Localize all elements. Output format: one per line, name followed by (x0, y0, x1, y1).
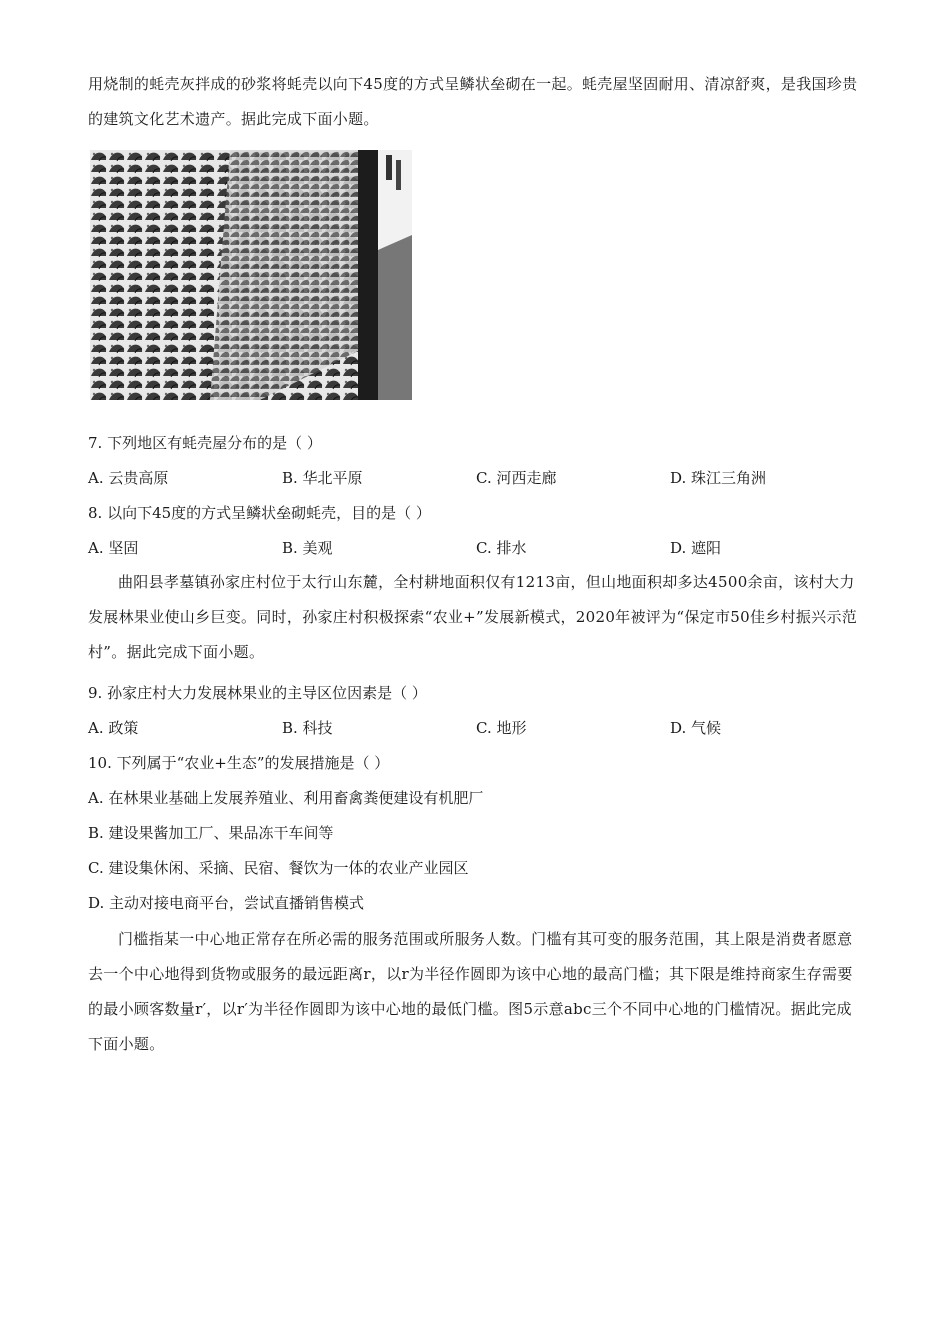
passage-sunjiazhuang: 曲阳县孝墓镇孙家庄村位于太行山东麓，全村耕地面积仅有1213亩，但山地面积却多达4500余亩，该村大力发展林果业使山乡巨变。同时，孙家庄村积极探索“农业+”发展新模式，2020年被评为“保定市50佳乡村振兴示范村”。据此完成下面小题。 (88, 573, 858, 661)
question-9-stem: 9. 孙家庄村大力发展林果业的主导区位因素是（ ） (88, 684, 427, 702)
intro-passage: 用烧制的蚝壳灰拌成的砂浆将蚝壳以向下45度的方式呈鳞状垒砌在一起。蚝壳屋坚固耐用、清凉舒爽，是我国珍贵的建筑文化艺术遗产。据此完成下面小题。 (88, 75, 858, 128)
option-a: A. 政策 (88, 719, 139, 737)
question-7-options (88, 467, 866, 491)
option-d: D. 气候 (670, 719, 722, 737)
option-d: D. 遮阳 (670, 539, 722, 557)
question-9-options (88, 717, 866, 741)
option-d: D. 珠江三角洲 (670, 469, 767, 487)
option-b: B. 美观 (282, 539, 333, 557)
option-c: C. 河西走廊 (476, 469, 557, 487)
option-c: C. 地形 (476, 719, 527, 737)
option-a: A. 坚固 (88, 539, 139, 557)
question-8-options (88, 537, 866, 561)
question-10-stem: 10. 下列属于“农业+生态”的发展措施是（ ） (88, 754, 390, 772)
question-10-option-a: A. 在林果业基础上发展养殖业、利用畜禽粪便建设有机肥厂 (88, 789, 484, 807)
question-10-option-b: B. 建设果酱加工厂、果品冻干车间等 (88, 824, 334, 842)
option-c: C. 排水 (476, 539, 527, 557)
question-8-stem: 8. 以向下45度的方式呈鳞状垒砌蚝壳，目的是（ ） (88, 504, 431, 522)
option-a: A. 云贵高原 (88, 469, 169, 487)
option-b: B. 华北平原 (282, 469, 363, 487)
oyster-shell-house-photo (90, 150, 412, 400)
question-10-option-c: C. 建设集休闲、采摘、民宿、餐饮为一体的农业产业园区 (88, 859, 469, 877)
question-10-option-d: D. 主动对接电商平台，尝试直播销售模式 (88, 894, 365, 912)
question-7-stem: 7. 下列地区有蚝壳屋分布的是（ ） (88, 434, 322, 452)
option-b: B. 科技 (282, 719, 333, 737)
passage-threshold: 门槛指某一中心地正常存在所必需的服务范围或所服务人数。门槛有其可变的服务范围，其上限是消费者愿意去一个中心地得到货物或服务的最远距离r，以r为半径作圆即为该中心地的最高门槛；其下限是维持商家生存需要的最小顾客数量r′，以r′为半径作圆即为该中心地的最低门槛。图5示意abc三个不同中心地的门槛情况。据此完成下面小题。 (88, 930, 853, 1053)
